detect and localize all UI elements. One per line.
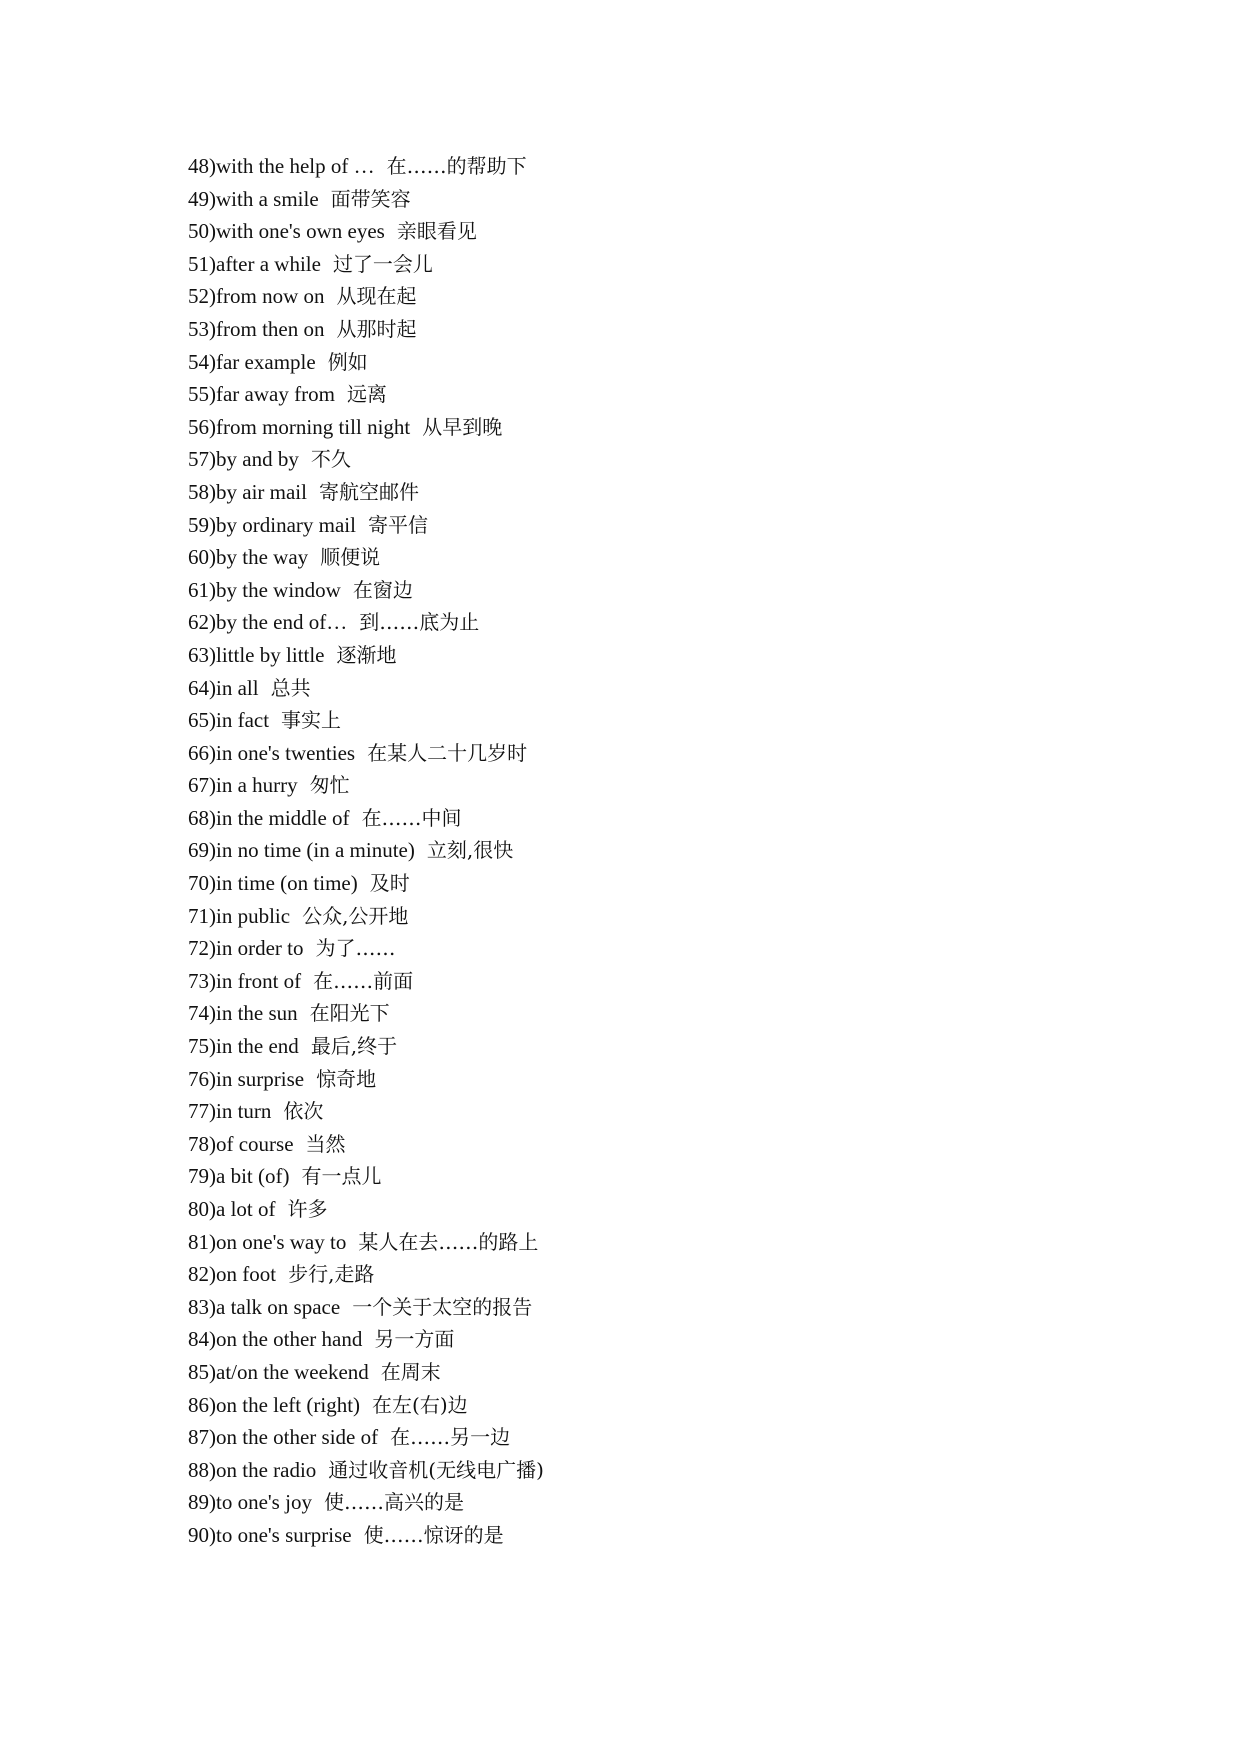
- phrase-item: [188, 215, 544, 248]
- phrase-chinese: 在……的帮助下: [386, 154, 527, 178]
- phrase-item: [188, 574, 544, 607]
- phrase-english: 54)far example: [188, 349, 316, 374]
- phrase-chinese: 寄航空邮件: [318, 479, 419, 504]
- phrase-item: [188, 802, 544, 835]
- phrase-chinese: 公众,公开地: [302, 903, 409, 928]
- phrase-english: 56)from morning till night: [188, 414, 411, 439]
- phrase-item: [188, 1323, 544, 1356]
- phrase-item: [188, 541, 544, 574]
- phrase-chinese: 在窗边: [352, 577, 413, 602]
- phrase-english: 49)with a smile: [188, 186, 319, 211]
- phrase-chinese: 及时: [369, 871, 410, 896]
- phrase-chinese: 不久: [310, 447, 351, 472]
- phrase-english: 70)in time (on time): [188, 871, 358, 896]
- phrase-english: 80)a lot of: [188, 1197, 276, 1221]
- phrase-item: [188, 1421, 544, 1454]
- phrase-item: [188, 1193, 544, 1226]
- phrase-item: [188, 1160, 544, 1193]
- phrase-item: [188, 509, 544, 542]
- phrase-english: 52)from now on: [188, 284, 325, 309]
- phrase-english: 60)by the way: [188, 545, 309, 570]
- phrase-chinese: 例如: [327, 349, 368, 374]
- phrase-english: 89)to one's joy: [188, 1490, 312, 1515]
- phrase-chinese: 总共: [270, 675, 311, 700]
- phrase-item: [188, 378, 544, 411]
- phrase-item: [188, 1291, 544, 1324]
- phrase-chinese: 有一点儿: [301, 1164, 382, 1189]
- phrase-item: [188, 834, 544, 867]
- phrase-item: [188, 1258, 544, 1291]
- phrase-english: 59)by ordinary mail: [188, 512, 356, 537]
- phrase-item: [188, 965, 544, 998]
- phrase-chinese: 从那时起: [336, 316, 417, 341]
- phrase-english: 78)of course: [188, 1131, 294, 1156]
- phrase-item: [188, 1356, 544, 1389]
- phrase-item: [188, 769, 544, 802]
- phrase-item: [188, 639, 544, 672]
- phrase-english: 90)to one's surprise: [188, 1522, 352, 1547]
- phrase-list: [188, 150, 544, 1552]
- phrase-chinese: 许多: [287, 1197, 328, 1221]
- phrase-item: [188, 1063, 544, 1096]
- phrase-english: 64)in all: [188, 675, 259, 700]
- phrase-english: 68)in the middle of: [188, 805, 350, 830]
- phrase-chinese: 使……高兴的是: [323, 1490, 464, 1515]
- phrase-item: [188, 150, 544, 183]
- phrase-chinese: 在阳光下: [309, 1001, 390, 1026]
- phrase-item: [188, 476, 544, 509]
- phrase-item: [188, 248, 544, 281]
- phrase-item: [188, 1389, 544, 1422]
- phrase-chinese: 匆忙: [309, 773, 350, 798]
- phrase-item: [188, 1095, 544, 1128]
- phrase-english: 66)in one's twenties: [188, 740, 356, 765]
- phrase-chinese: 远离: [346, 382, 387, 407]
- phrase-english: 53)from then on: [188, 316, 325, 341]
- phrase-english: 74)in the sun: [188, 1001, 298, 1026]
- phrase-english: 79)a bit (of): [188, 1164, 290, 1189]
- phrase-item: [188, 672, 544, 705]
- phrase-item: [188, 900, 544, 933]
- phrase-chinese: 惊奇地: [316, 1066, 377, 1091]
- phrase-english: 48)with the help of …: [188, 154, 375, 178]
- phrase-item: [188, 313, 544, 346]
- phrase-chinese: 步行,走路: [288, 1262, 375, 1287]
- phrase-chinese: 在左(右)边: [372, 1392, 468, 1417]
- phrase-item: [188, 346, 544, 379]
- phrase-chinese: 使……惊讶的是: [363, 1522, 504, 1547]
- phrase-item: [188, 443, 544, 476]
- phrase-chinese: 从现在起: [336, 284, 417, 309]
- phrase-chinese: 当然: [305, 1131, 346, 1156]
- phrase-item: [188, 1226, 544, 1259]
- phrase-item: [188, 411, 544, 444]
- phrase-english: 65)in fact: [188, 708, 270, 733]
- phrase-chinese: 面带笑容: [330, 186, 411, 211]
- phrase-item: [188, 997, 544, 1030]
- phrase-chinese: 过了一会儿: [332, 251, 433, 276]
- phrase-chinese: 寄平信: [367, 512, 428, 537]
- phrase-chinese: 为了……: [315, 936, 396, 961]
- phrase-english: 87)on the other side of: [188, 1425, 379, 1450]
- phrase-item: [188, 737, 544, 770]
- phrase-chinese: 通过收音机(无线电广播): [328, 1457, 544, 1482]
- phrase-english: 83)a talk on space: [188, 1294, 341, 1319]
- phrase-item: [188, 183, 544, 216]
- phrase-english: 85)at/on the weekend: [188, 1359, 369, 1384]
- phrase-english: 71)in public: [188, 903, 291, 928]
- phrase-english: 86)on the left (right): [188, 1392, 361, 1417]
- phrase-item: [188, 280, 544, 313]
- phrase-chinese: 最后,终于: [310, 1034, 398, 1059]
- phrase-item: [188, 1486, 544, 1519]
- phrase-chinese: 在……前面: [313, 968, 414, 993]
- phrase-english: 76)in surprise: [188, 1066, 305, 1091]
- phrase-english: 62)by the end of…: [188, 610, 348, 635]
- phrase-chinese: 某人在去……的路上: [358, 1229, 539, 1254]
- phrase-chinese: 另一方面: [374, 1327, 455, 1352]
- phrase-english: 72)in order to: [188, 936, 304, 961]
- phrase-chinese: 在周末: [380, 1359, 441, 1384]
- phrase-item: [188, 606, 544, 639]
- phrase-item: [188, 704, 544, 737]
- phrase-chinese: 顺便说: [320, 545, 381, 570]
- phrase-english: 61)by the window: [188, 577, 341, 602]
- phrase-chinese: 事实上: [281, 708, 342, 733]
- phrase-item: [188, 1454, 544, 1487]
- phrase-english: 73)in front of: [188, 968, 302, 993]
- phrase-item: [188, 867, 544, 900]
- phrase-chinese: 亲眼看见: [396, 219, 477, 244]
- phrase-english: 75)in the end: [188, 1034, 299, 1059]
- phrase-english: 67)in a hurry: [188, 773, 298, 798]
- phrase-english: 63)little by little: [188, 642, 325, 667]
- phrase-chinese: 从早到晚: [422, 414, 503, 439]
- phrase-item: [188, 1128, 544, 1161]
- phrase-english: 88)on the radio: [188, 1457, 317, 1482]
- phrase-chinese: 在……中间: [361, 805, 462, 830]
- phrase-english: 77)in turn: [188, 1099, 272, 1124]
- phrase-english: 55)far away from: [188, 382, 335, 407]
- phrase-item: [188, 932, 544, 965]
- phrase-chinese: 逐渐地: [336, 642, 397, 667]
- phrase-item: [188, 1030, 544, 1063]
- phrase-english: 82)on foot: [188, 1262, 277, 1287]
- phrase-chinese: 立刻,很快: [426, 838, 514, 863]
- phrase-english: 57)by and by: [188, 447, 299, 472]
- phrase-chinese: 在……另一边: [390, 1425, 511, 1450]
- phrase-english: 81)on one's way to: [188, 1229, 347, 1254]
- phrase-item: [188, 1519, 544, 1552]
- phrase-english: 84)on the other hand: [188, 1327, 363, 1352]
- phrase-english: 69)in no time (in a minute): [188, 838, 415, 863]
- phrase-english: 58)by air mail: [188, 479, 307, 504]
- phrase-english: 50)with one's own eyes: [188, 219, 385, 244]
- phrase-chinese: 到……底为止: [359, 610, 480, 635]
- phrase-english: 51)after a while: [188, 251, 321, 276]
- phrase-chinese: 依次: [283, 1099, 324, 1124]
- phrase-chinese: 在某人二十几岁时: [367, 740, 528, 765]
- phrase-chinese: 一个关于太空的报告: [352, 1294, 533, 1319]
